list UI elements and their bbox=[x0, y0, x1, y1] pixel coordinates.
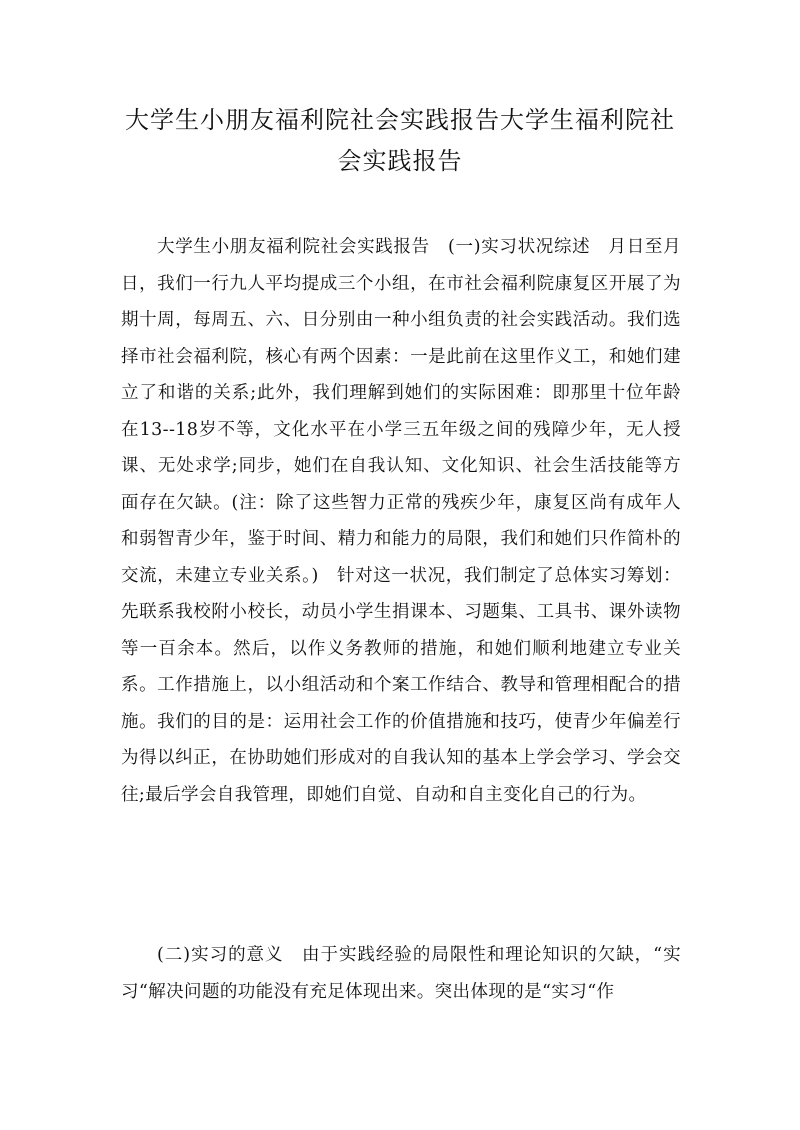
document-title: 大学生小朋友福利院社会实践报告大学生福利院社会实践报告 bbox=[125, 106, 675, 175]
body-paragraph-significance: (二)实习的意义 由于实践经验的局限性和理论知识的欠缺，“实习“解决问题的功能没有充足体现出来。突出体现的是“实习“作 bbox=[121, 945, 681, 1002]
body-paragraph-summary: 大学生小朋友福利院社会实践报告 (一)实习状况综述 月日至月日，我们一行九人平均提成三个小组，在市社会福利院康复区开展了为期十周，每周五、六、日分别由一种小组负责的社会实践活动。我们选择市社会福利院，核心有两个因素：一是此前在这里作义工，和她们建立了和谐的关系;此外，我们理解到她们的实际困难：即那里十位年龄在13--18岁不等，文化水平在小学三五年级之间的残障少年，无人授课、无处求学;同步，她们在自我认知、文化知识、社会生活技能等方面存在欠缺。(注：除了这些智力正常的残疾少年，康复区尚有成年人和弱智青少年，鉴于时间、精力和能力的局限，我们和她们只作简朴的交流，未建立专业关系。) 针对这一状况，我们制定了总体实习筹划：先联系我校附小校长，动员小学生捐课本、习题集、工具书、课外读物等一百余本。然后，以作义务教师的措施，和她们顺利地建立专业关系。工作措施上，以小组活动和个案工作结合、教导和管理相配合的措施。我们的目的是：运用社会工作的价值措施和技巧，使青少年偏差行为得以纠正，在协助她们形成对的自我认知的基本上学会学习、学会交往;最后学会自我管理，即她们自觉、自动和自主变化自己的行为。 bbox=[121, 237, 681, 805]
